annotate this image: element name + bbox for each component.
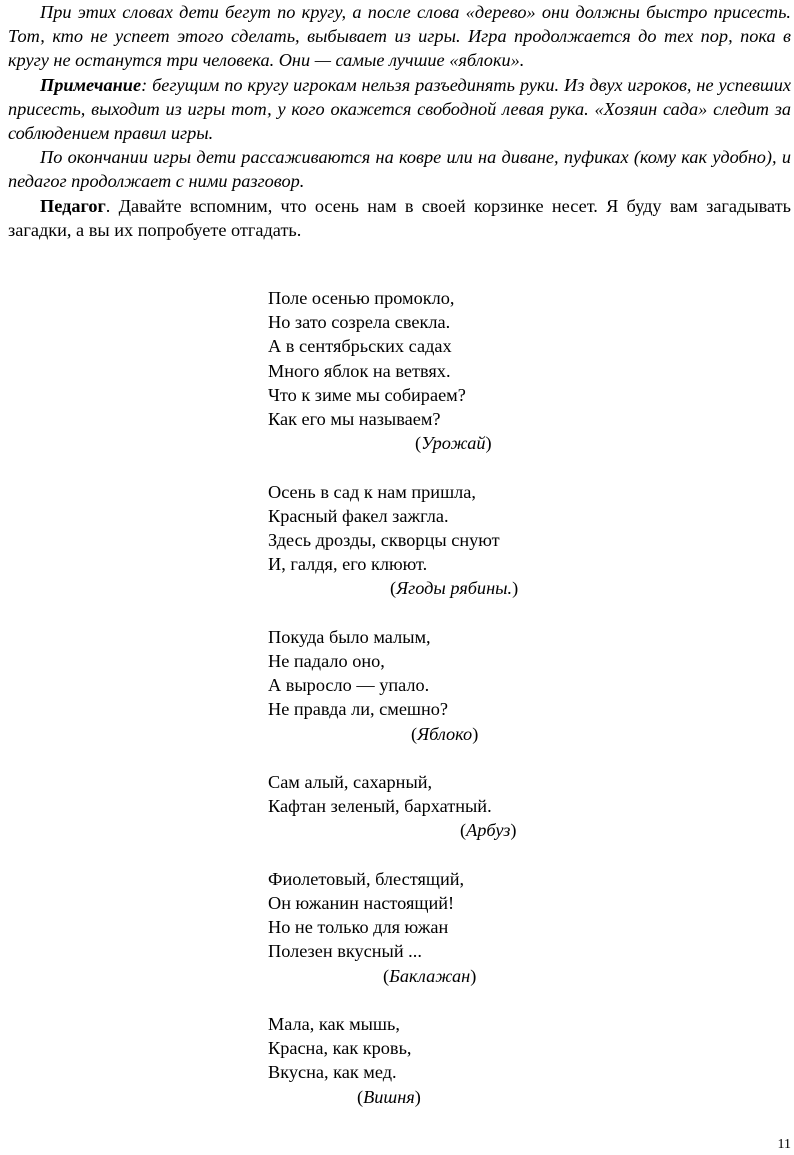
riddle-answer: (Арбуз)	[460, 820, 517, 841]
riddle-line: Покуда было малым,	[268, 626, 431, 647]
riddle-line: Красна, как кровь,	[268, 1038, 412, 1059]
intro-paragraph-after-game: По окончании игры дети рассаживаются на ковре или на диване, пуфиках (кому как удобно), и педагог продолжает с ними разговор.	[8, 147, 791, 192]
riddle	[268, 867, 598, 988]
riddle-line: И, галдя, его клюют.	[268, 554, 428, 575]
teacher-text: . Давайте вспомним, что осень нам в своей корзинке несет. Я буду вам загадывать загадки, а вы их попробуете отгадать.	[8, 195, 791, 240]
riddle-answer: (Вишня)	[357, 1086, 421, 1107]
riddle-line: Фиолетовый, блестящий,	[268, 868, 465, 889]
riddle-answer: (Баклажан)	[383, 965, 477, 986]
riddle-line: А выросло — упало.	[268, 675, 430, 696]
intro-text	[8, 0, 791, 242]
riddle-answer: (Урожай)	[415, 433, 492, 454]
riddle-line: Не правда ли, смешно?	[268, 699, 449, 720]
intro-paragraph-note	[8, 73, 791, 146]
riddle-line: Мала, как мышь,	[268, 1014, 400, 1035]
riddle-answer: (Яблоко)	[411, 723, 479, 744]
riddle-line: Но зато созрела свекла.	[268, 312, 451, 333]
riddle-line: Сам алый, сахарный,	[268, 772, 433, 793]
riddle-line: Поле осенью промокло,	[268, 288, 455, 308]
riddle-line: Он южанин настоящий!	[268, 893, 455, 914]
riddle-line: А в сентябрьских садах	[268, 336, 452, 357]
teacher-label: Педагог	[40, 195, 106, 216]
riddle	[268, 286, 598, 455]
riddle-line: Здесь дрозды, скворцы снуют	[268, 530, 500, 551]
riddle-answer: (Ягоды рябины.)	[390, 578, 519, 599]
riddle-line: Кафтан зеленый, бархатный.	[268, 796, 492, 817]
riddle-line: Как его мы называем?	[268, 409, 441, 430]
riddle-line: Что к зиме мы собираем?	[268, 384, 466, 405]
note-label: Примечание	[40, 74, 142, 95]
note-text: : бегущим по кругу игрокам нельзя разъединять руки. Из двух игроков, не успевших присесть, выходит из игры тот, у кого окажется свободной левая рука. «Хозяин сада» следит за соблюдением правил игры.	[8, 74, 791, 144]
riddle-line: Полезен вкусный ...	[268, 941, 422, 962]
riddle	[268, 770, 598, 843]
intro-paragraph-game-rules: При этих словах дети бегут по кругу, а после слова «дерево» они должны быстро присесть. Тот, кто не успеет этого сделать, выбывает из игры. Игра продолжается до тех пор, пока в кругу не останутся три человека. Они — самые лучшие «яблоки».	[8, 2, 791, 71]
riddle-line: Осень в сад к нам пришла,	[268, 481, 476, 502]
riddle-line: Много яблок на ветвях.	[268, 360, 451, 381]
riddles-list	[268, 286, 598, 1133]
intro-paragraph-teacher	[8, 194, 791, 242]
riddle	[268, 1012, 598, 1109]
riddle-line: Не падало оно,	[268, 651, 385, 672]
page-number: 11	[777, 1137, 791, 1152]
riddle-line: Красный факел зажгла.	[268, 505, 449, 526]
riddle	[268, 625, 598, 746]
riddle	[268, 480, 598, 601]
riddle-line: Вкусна, как мед.	[268, 1062, 397, 1083]
riddle-line: Но не только для южан	[268, 917, 449, 938]
